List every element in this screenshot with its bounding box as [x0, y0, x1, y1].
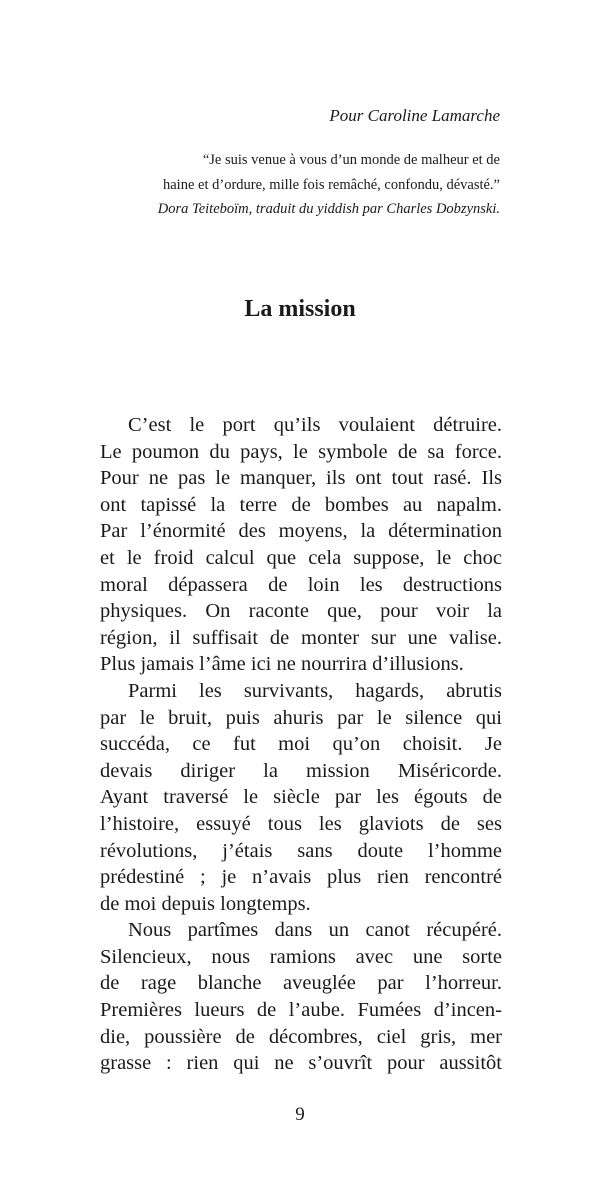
text-line: région, il suffisait de monter sur une valise.: [100, 626, 502, 649]
text-line: die, poussière de décombres, ciel gris, mer: [100, 1025, 502, 1048]
text-line: moral dépassera de loin les destructions: [100, 573, 502, 596]
text-line: grasse : rien qui ne s’ouvrît pour aussitôt: [100, 1052, 502, 1075]
text-line: l’histoire, essuyé tous les glaviots de ses: [100, 812, 502, 835]
epigraph: [80, 148, 500, 222]
epigraph-line: “Je suis venue à vous d’un monde de malheur et de: [202, 152, 500, 168]
text-line: Le poumon du pays, le symbole de sa force.: [100, 440, 502, 463]
text-line: Plus jamais l’âme ici ne nourrira d’illusions.: [100, 653, 464, 676]
text-line: C’est le port qu’ils voulaient détruire.: [128, 414, 502, 436]
body-text: [100, 412, 502, 1077]
text-line: ont tapissé la terre de bombes au napalm.: [100, 493, 502, 516]
text-line: Silencieux, nous ramions avec une sorte: [100, 945, 502, 968]
text-line: de moi depuis longtemps.: [100, 892, 311, 915]
text-line: Ayant traversé le siècle par les égouts de: [100, 786, 502, 809]
page-number: 9: [295, 1104, 305, 1125]
text-line: par le bruit, puis ahuris par le silence qui: [100, 706, 502, 729]
text-line: Pour ne pas le manquer, ils ont tout rasé. Ils: [100, 467, 502, 490]
text-line: physiques. On raconte que, pour voir la: [100, 600, 502, 623]
dedication: Pour Caroline Lamarche: [329, 106, 500, 125]
text-line: devais diriger la mission Miséricorde.: [100, 759, 502, 782]
chapter-title: La mission: [244, 296, 356, 322]
text-line: prédestiné ; je n’avais plus rien rencontré: [100, 866, 502, 889]
text-line: de rage blanche aveuglée par l’horreur.: [100, 972, 502, 995]
text-line: succéda, ce fut moi qu’on choisit. Je: [100, 733, 502, 756]
text-line: Nous partîmes dans un canot récupéré.: [128, 919, 502, 942]
epigraph-attribution: Dora Teiteboïm, traduit du yiddish par Charles Dobzynski.: [157, 201, 500, 217]
epigraph-line: haine et d’ordure, mille fois remâché, confondu, dévasté.”: [163, 176, 500, 193]
text-line: Par l’énormité des moyens, la détermination: [100, 520, 502, 543]
text-line: et le froid calcul que cela suppose, le choc: [100, 546, 502, 569]
text-line: Parmi les survivants, hagards, abrutis: [128, 679, 502, 702]
text-line: révolutions, j’étais sans doute l’homme: [100, 839, 502, 862]
text-line: Premières lueurs de l’aube. Fumées d’incen-: [100, 999, 502, 1022]
